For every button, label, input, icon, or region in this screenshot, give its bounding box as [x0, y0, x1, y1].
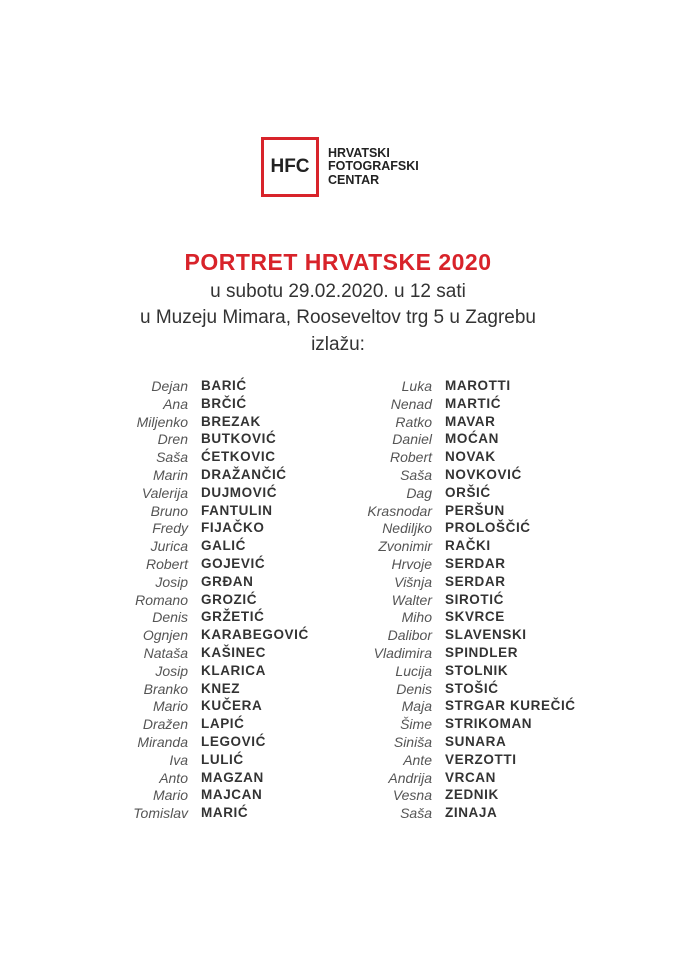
exhibitor-first-name: Tomislav — [133, 805, 188, 822]
exhibitor-first-name: Vesna — [392, 787, 432, 804]
exhibitor-first-name: Saša — [400, 805, 432, 822]
exhibitor-first-name: Romano — [135, 591, 188, 608]
exhibitor-first-name: Walter — [391, 591, 432, 608]
logo-line-2: FOTOGRAFSKI — [328, 159, 419, 174]
exhibitor-first-name: Dalibor — [387, 627, 432, 644]
exhibitor-last-name: MAJCAN — [201, 787, 263, 803]
event-date: u subotu 29.02.2020. u 12 sati — [210, 281, 466, 302]
exhibitor-last-name: VRCAN — [445, 769, 497, 785]
exhibitor-last-name: MARIĆ — [201, 805, 249, 821]
exhibitor-first-name: Dražen — [142, 716, 188, 733]
exhibitor-last-name: RAČKI — [445, 538, 491, 554]
exhibitor-first-name: Andrija — [388, 769, 432, 786]
exhibitor-first-name: Denis — [152, 609, 188, 626]
exhibitor-first-name: Daniel — [392, 431, 432, 448]
exhibitor-last-name: KAŠINEC — [201, 645, 266, 660]
exhibitor-last-name: GALIĆ — [201, 538, 246, 554]
exhibitor-last-name: MAROTTI — [445, 378, 511, 393]
exhibitor-last-name: GOJEVIĆ — [201, 556, 266, 571]
hfc-logo-mark — [261, 137, 319, 197]
exhibitor-first-name: Zvonimir — [378, 538, 432, 555]
exhibitor-first-name: Ognjen — [142, 627, 188, 644]
exhibitor-first-name: Nataša — [143, 645, 188, 661]
exhibitor-last-name: GROZIĆ — [201, 591, 258, 607]
exhibitor-first-name: Ratko — [395, 413, 432, 430]
exhibitor-last-name: BARIĆ — [201, 378, 247, 393]
exhibitor-first-name: Šime — [400, 716, 432, 733]
exhibitor-last-name: LEGOVIĆ — [201, 734, 266, 749]
exhibitor-last-name: ĆETKOVIC — [201, 449, 276, 465]
exhibitor-last-name: SIROTIĆ — [445, 591, 504, 607]
exhibitor-last-name: MAVAR — [445, 413, 496, 429]
exhibitor-last-name: SUNARA — [445, 734, 507, 749]
exhibitor-first-name: Saša — [156, 449, 188, 466]
exhibitor-first-name: Dejan — [151, 378, 188, 394]
exhibitor-last-name: KARABEGOVIĆ — [201, 627, 309, 643]
exhibitor-last-name: SKVRCE — [445, 609, 505, 625]
exhibitor-first-name: Krasnodar — [367, 502, 432, 519]
exhibitor-first-name: Bruno — [150, 502, 188, 519]
exhibitor-first-name: Višnja — [394, 573, 432, 590]
exhibitor-first-name: Valerija — [141, 484, 188, 501]
exhibitor-last-name: BREZAK — [201, 413, 261, 429]
exhibitor-last-name: BRČIĆ — [201, 395, 247, 411]
exhibitor-last-name: GRŽETIĆ — [201, 609, 265, 625]
logo-line-1: HRVATSKI — [328, 145, 390, 160]
exhibitor-first-name: Jurica — [150, 538, 188, 555]
exhibitor-last-name: STRGAR KUREČIĆ — [445, 698, 576, 714]
exhibitor-first-name: Josip — [155, 573, 188, 590]
exhibitor-first-name: Nediljko — [382, 520, 432, 537]
exhibitor-last-name: DUJMOVIĆ — [201, 484, 278, 500]
exhibitor-last-name: STRIKOMAN — [445, 716, 533, 732]
exhibitor-last-name: ZINAJA — [445, 805, 498, 821]
exhibitor-last-name: KUČERA — [201, 698, 263, 714]
exhibitor-first-name: Maja — [401, 698, 432, 715]
exhibitor-last-name: FIJAČKO — [201, 520, 265, 536]
exhibitor-first-name: Anto — [159, 769, 188, 786]
exhibitor-first-name: Lucija — [395, 662, 432, 679]
exhibitor-last-name: MARTIĆ — [445, 395, 502, 411]
exhibitor-last-name: PROLOŠČIĆ — [445, 520, 531, 536]
exhibitor-first-name: Marin — [152, 467, 188, 483]
exhibitor-last-name: ZEDNIK — [445, 787, 499, 803]
exhibitor-last-name: MAGZAN — [201, 769, 264, 785]
exhibitor-last-name: SERDAR — [445, 556, 506, 571]
event-title: PORTRET HRVATSKE 2020 — [184, 249, 492, 275]
exhibitor-first-name: Iva — [169, 751, 188, 768]
logo-line-3: CENTAR — [328, 172, 380, 187]
exhibitor-first-name: Miho — [401, 609, 432, 626]
exhibitor-first-name: Nenad — [390, 395, 432, 412]
exhibitor-last-name: NOVAK — [445, 449, 496, 465]
exhibitor-first-name: Ana — [163, 395, 188, 412]
exhibitor-first-name: Siniša — [393, 734, 432, 750]
exhibitor-last-name: DRAŽANČIĆ — [201, 467, 287, 482]
exhibitor-last-name: SERDAR — [445, 573, 506, 589]
exhibitor-first-name: Dren — [157, 431, 188, 448]
exhibitor-last-name: GRĐAN — [201, 573, 254, 589]
exhibitor-first-name: Mario — [152, 698, 188, 715]
exhibitor-last-name: KLARICA — [201, 662, 266, 678]
exhibitor-first-name: Robert — [389, 449, 432, 466]
exhibitor-first-name: Saša — [400, 467, 432, 483]
exhibitor-first-name: Ante — [403, 751, 432, 768]
event-location: u Muzeju Mimara, Rooseveltov trg 5 u Zagrebu — [139, 307, 536, 328]
exhibitor-first-name: Robert — [145, 556, 188, 572]
exhibitor-first-name: Josip — [155, 662, 188, 679]
exhibitor-last-name: FANTULIN — [201, 502, 273, 518]
exhibitor-last-name: SLAVENSKI — [445, 627, 527, 643]
exhibitor-first-name: Denis — [396, 680, 432, 697]
logo-wordmark — [328, 147, 419, 188]
exhibitor-last-name: LULIĆ — [201, 751, 244, 767]
exhibitor-last-name: NOVKOVIĆ — [445, 467, 522, 482]
exhibitor-first-name: Hrvoje — [391, 556, 432, 572]
exhibitor-last-name: MOĆAN — [445, 431, 499, 447]
exhibitors-intro: izlažu: — [311, 334, 365, 355]
exhibitor-first-name: Miranda — [137, 734, 188, 750]
exhibitor-last-name: VERZOTTI — [445, 751, 517, 767]
exhibitor-last-name: STOLNIK — [445, 662, 509, 678]
exhibitor-first-name: Branko — [143, 680, 188, 697]
exhibitor-first-name: Fredy — [152, 520, 188, 537]
exhibitor-first-name: Vladimira — [373, 645, 432, 661]
exhibitor-first-name: Luka — [401, 378, 432, 394]
exhibitor-last-name: PERŠUN — [445, 502, 505, 518]
logo-abbreviation: HFC — [270, 156, 310, 177]
exhibitor-first-name: Dag — [406, 484, 432, 501]
exhibitor-first-name: Mario — [152, 787, 188, 804]
hfc-logo — [261, 137, 419, 197]
exhibitor-last-name: BUTKOVIĆ — [201, 431, 277, 447]
exhibitor-last-name: LAPIĆ — [201, 716, 245, 732]
exhibitor-last-name: SPINDLER — [445, 645, 519, 660]
exhibitor-last-name: ORŠIĆ — [445, 484, 491, 500]
exhibitor-last-name: KNEZ — [201, 680, 241, 696]
exhibitor-last-name: STOŠIĆ — [445, 680, 499, 696]
exhibitor-first-name: Miljenko — [136, 413, 188, 430]
